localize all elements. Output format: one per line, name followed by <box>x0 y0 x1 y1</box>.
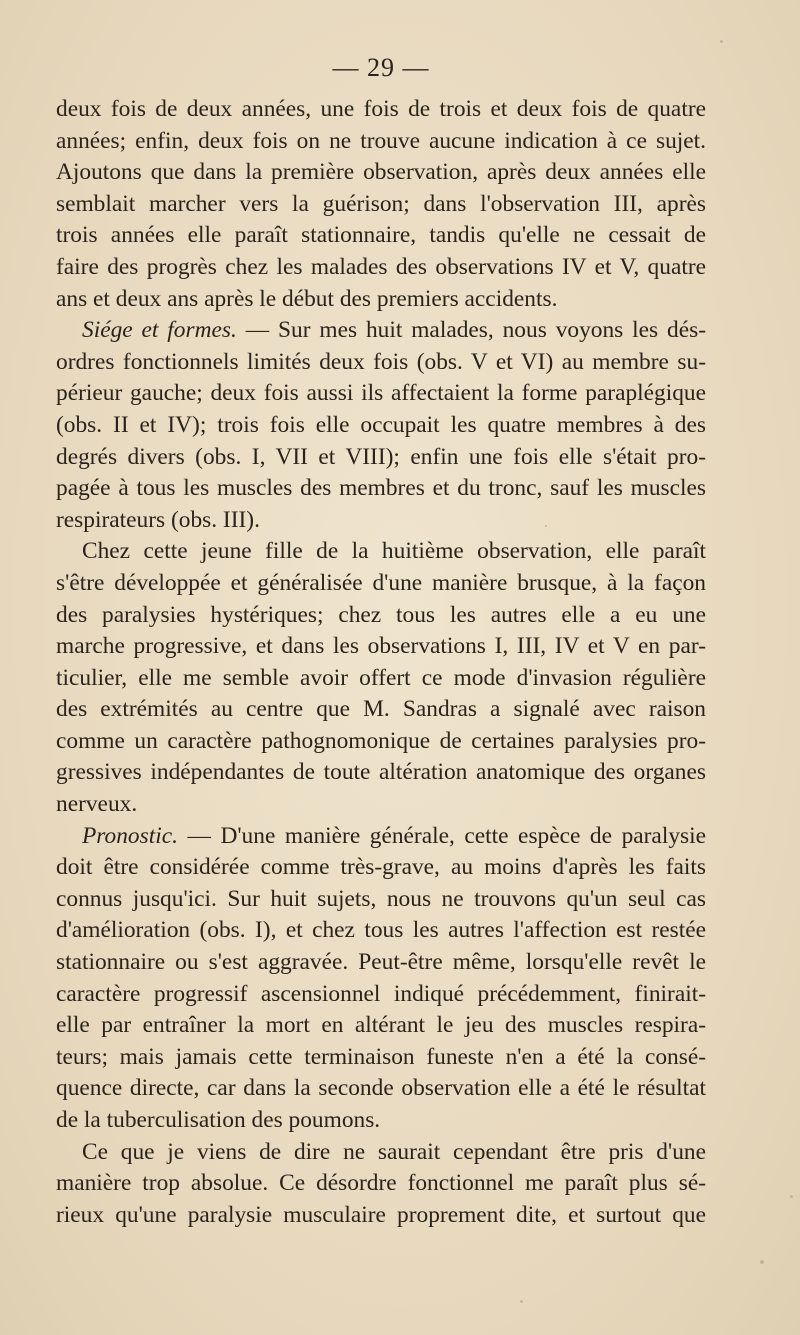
paper-speck <box>790 1195 793 1198</box>
text-line: faire des progrès chez les malades des observations IV et V, quatre <box>56 253 706 280</box>
text-line: stationnaire ou s'est aggravée. Peut-être même, lorsqu'elle revêt le <box>56 949 706 976</box>
text-line: années; enfin, deux fois on ne trouve aucune indication à ce sujet. <box>56 127 706 154</box>
text-line: (obs. II et IV); trois fois elle occupait les quatre membres à des <box>56 411 706 438</box>
paper-speck <box>520 1300 523 1303</box>
text-fragment: — D'une manière générale, cette espèce de paralysie <box>177 822 706 849</box>
text-line: Ajoutons que dans la première observation, après deux années elle <box>56 159 706 186</box>
text-line: respirateurs (obs. III). <box>56 506 260 533</box>
paragraph-1 <box>56 94 706 315</box>
text-line: rieux qu'une paralysie musculaire proprement dite, et surtout que <box>56 1201 706 1228</box>
text-fragment: — Sur mes huit malades, nous voyons les dés- <box>236 317 706 344</box>
text-line: de la tuberculisation des poumons. <box>56 1107 381 1133</box>
paragraph-3 <box>56 536 706 820</box>
text-line: s'être développée et généralisée d'une manière brusque, à la façon <box>56 569 706 596</box>
text-line: elle par entraîner la mort en altérant le jeu des muscles respira- <box>56 1012 706 1039</box>
text-line: caractère progressif ascensionnel indiqué précédemment, finirait- <box>56 980 706 1007</box>
book-page <box>56 50 706 1231</box>
text-line: d'amélioration (obs. I), et chez tous les autres l'affection est restée <box>56 917 706 944</box>
text-line: nerveux. <box>56 791 138 818</box>
text-line: des extrémités au centre que M. Sandras a signalé avec raison <box>56 696 706 723</box>
text-line <box>56 315 706 347</box>
text-line: ticulier, elle me semble avoir offert ce mode d'invasion régulière <box>56 664 706 691</box>
text-line: quence directe, car dans la seconde observation elle a été le résultat <box>56 1075 706 1102</box>
text-line: ordres fonctionnels limités deux fois (obs. V et VI) au membre su- <box>56 348 706 375</box>
text-line: doit être considérée comme très-grave, au moins d'après les faits <box>56 854 706 881</box>
paper-speck <box>720 40 723 43</box>
text-line: Ce que je viens de dire ne saurait cependant être pris d'une <box>82 1138 706 1165</box>
text-line: des paralysies hystériques; chez tous les autres elle a eu une <box>56 601 706 628</box>
text-line: comme un caractère pathognomonique de certaines paralysies pro- <box>56 727 706 754</box>
section-heading-pronostic: Pronostic. <box>82 822 178 849</box>
text-line: semblait marcher vers la guérison; dans l'observation III, après <box>56 190 706 217</box>
text-line <box>56 821 706 853</box>
text-line: périeur gauche; deux fois aussi ils affectaient la forme paraplégique <box>56 380 706 407</box>
text-line: pagée à tous les muscles des membres et du tronc, sauf les muscles <box>56 475 706 502</box>
text-line: gressives indépendantes de toute altération anatomique des organes <box>56 759 706 786</box>
page-number: — 29 — <box>332 53 430 82</box>
text-line: manière trop absolue. Ce désordre fonctionnel me paraît plus sé- <box>56 1170 706 1197</box>
text-line: deux fois de deux années, une fois de trois et deux fois de quatre <box>56 96 706 122</box>
text-line: degrés divers (obs. I, VII et VIII); enfin une fois elle s'était pro- <box>56 443 706 470</box>
text-line: teurs; mais jamais cette terminaison funeste n'en a été la consé- <box>56 1043 706 1070</box>
text-line: connus jusqu'ici. Sur huit sujets, nous ne trouvons qu'un seul cas <box>56 885 706 912</box>
text-line: Chez cette jeune fille de la huitième observation, elle paraît <box>82 538 706 565</box>
text-line: trois années elle paraît stationnaire, tandis qu'elle ne cessait de <box>56 222 706 249</box>
section-heading-siege-et-formes: Siége et formes. <box>82 317 237 344</box>
paragraph-5 <box>56 1137 706 1232</box>
paragraph-siege-et-formes <box>56 315 706 536</box>
paper-speck <box>760 1260 764 1264</box>
paragraph-pronostic <box>56 821 706 1137</box>
text-line: marche progressive, et dans les observations I, III, IV et V en par- <box>56 633 706 660</box>
text-line: ans et deux ans après le début des premiers accidents. <box>56 285 558 312</box>
